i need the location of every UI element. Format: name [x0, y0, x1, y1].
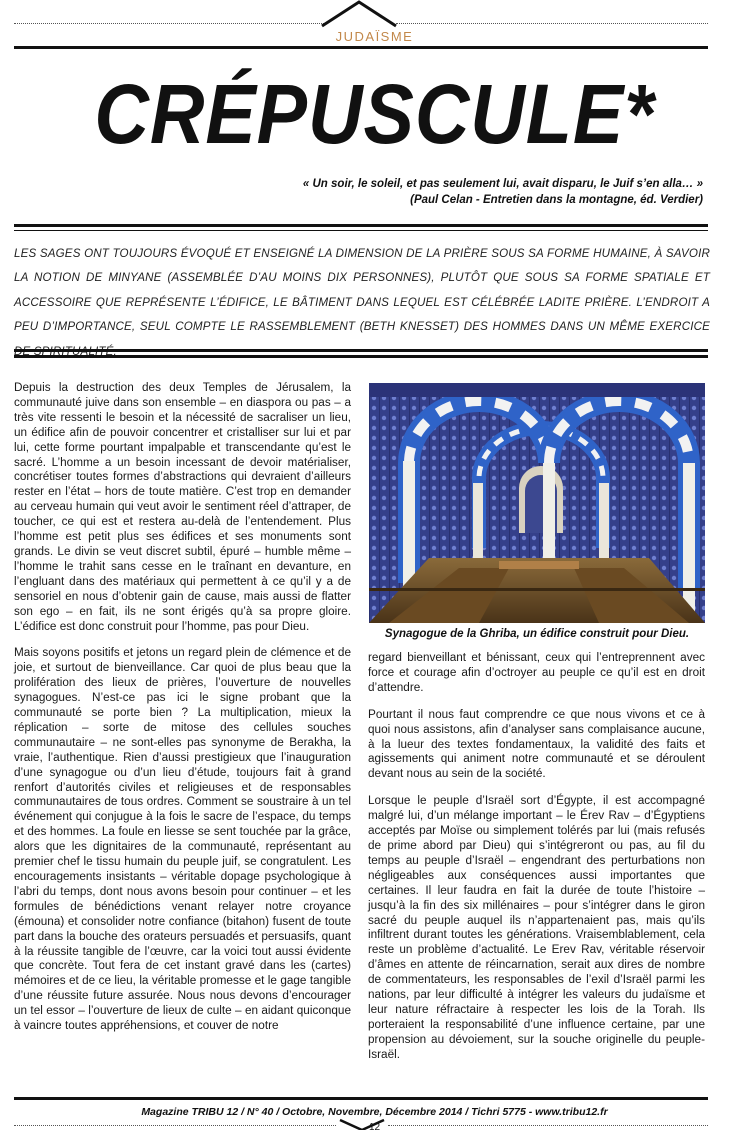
paragraph: Lorsque le peuple d’Israël sort d’Égypte, il est accompagné malgré lui, d’un mélange important – le Érev Rav – d’Égyptiens acceptés par Moïse ou simplement tolérés par lui (mais refusés de prime abord par Dieu) qui s’intégreront ou pas, au fil du temps au peuple d’Israël – engendrant des perturbations non négligeables aux conséquences aussi importantes que certaines. Il leur faudra en fait la durée de toute l’histoire – jusqu’à la fin des six millénaires – pour s’intégrer dans le giron sacré du peuple auquel ils n’appartenaient pas, mais qu’ils infiltrent durant toutes les générations. Vraisemblablement, cela reste un problème d’actualité. Le Erev Rav, véritable réservoir d’âmes en attente de réincarnation, serait aux dires de nombre de commentateurs, les responsables de l’exil d’Israël parmi les nations, par leur difficulté à intégrer les valeurs du judaïsme et leur nature réfractaire à respecter les lois de la Torah. Ils porteraient la responsabilité d’une influence certaine, par une propension au dévoiement, sur la souche originelle du peuple-Israël.: [368, 794, 705, 1061]
synagogue-photo: [369, 383, 705, 623]
epigraph: « Un soir, le soleil, et pas seulement lui, avait disparu, le Juif s’en alla… »: [302, 178, 703, 190]
header-rule: [14, 46, 708, 49]
paragraph: Mais soyons positifs et jetons un regard plein de clémence et de joie, et surtout de bienveillance. Car quoi de plus beau que la prolifération des lieux de prières, l’ouverture de nouvelles synagogues. N’est-ce pas ici le signe probant que la communauté se porte bien ? La multiplication, mieux la réplication – sorte de mitose des cellules souches communautaire – ne sont-elles pas synonyme de Berakha, la vraie, l’authentique. Rien d’aussi prestigieux que l’inauguration d’une synagogue ou d’un lieu d’étude, toujours fait à grand renfort d’autorités civiles et religieuses et de responsables communautaires de tous ordres. Comment se soustraire à un tel événement qui conjugue à la fois le sacre de l’espace, du temps et des hommes. La foule en liesse se sent touchée par la grâce, alors que les dignitaires de la communauté, représentant au premier chef le tissu humain du peuple juif, se congratulent. Les encouragements insistants – véritable dopage psychologique à l’abri du temps, dont nous avons besoin pour continuer – et les formules de bénédictions venant relayer notre croyance (émouna) et consolider notre confiance (bitahon) fusent de toute part dans la bouche des orateurs persuadés et persuasifs, quant à la réussite tangible de l’œuvre, car la voici tout aussi évidente que concrète. Tout fera de cet instant gravé dans les (cartes) mémoires et de ce lieu, la véritable promesse et le gage tangible d’une réussite future assurée. Nous nous devons d’encourager un tel essor – l’ouverture de lieux de culte – en aidant quiconque à vaincre toutes appréhensions, et couver de notre: [14, 646, 351, 1033]
lead-top-rule-1: [14, 224, 708, 227]
epigraph-source: (Paul Celan - Entretien dans la montagne, éd. Verdier): [410, 194, 703, 206]
photo-caption: Synagogue de la Ghriba, un édifice construit pour Dieu.: [384, 628, 690, 640]
article-lead: LES SAGES ONT TOUJOURS ÉVOQUÉ ET ENSEIGNÉ LA DIMENSION DE LA PRIÈRE SOUS SA FORME HUMAINE, À SAVOIR LA NOTION DE MINYANE (ASSEMBLÉE D’AU MOINS DIX PERSONNES), PLUTÔT QUE SOUS SA FORME SPATIALE ET ACCESSOIRE QUE REPRÉSENTE L’ÉDIFICE, LE BÂTIMENT DANS LEQUEL EST CÉLÉBRÉE LADITE PRIÈRE. L’ENDROIT A PEU D’IMPORTANCE, SEUL COMPTE LE RASSEMBLEMENT (BETH KNESSET) DES HOMMES DANS UN MÊME EXERCICE: [14, 247, 710, 334]
lead-bottom-rule-1: [14, 349, 708, 352]
synagogue-illustration: [369, 383, 705, 623]
footer-credits: Magazine TRIBU 12 / N° 40 / Octobre, Novembre, Décembre 2014 / Tichri 5775 - www.tribu12.fr: [141, 1106, 608, 1118]
lead-bottom-rule-2: [14, 355, 708, 358]
footer-rule: [14, 1097, 708, 1100]
header-chevron-icon: [318, 0, 400, 30]
page-number: 12: [368, 1122, 381, 1133]
article-column-2: [368, 651, 705, 1063]
header-dotted-line-right: [396, 23, 708, 24]
paragraph: regard bienveillant et bénissant, ceux qui l’entreprennent avec force et courage afin d’octroyer au peuple ce qu’il est en droit d’attendre.: [368, 651, 705, 694]
lead-top-rule-2: [14, 230, 708, 231]
article-column-1: [14, 381, 351, 1034]
section-rubric: JUDAÏSME: [335, 29, 414, 44]
paragraph: Pourtant il nous faut comprendre ce que nous vivons et ce à quoi nous assistons, afin d’analyser sans complaisance aucune, à la lueur des textes fondamentaux, la validité des faits et agissements qui animent notre communauté et se déroulent devant nous au sein de la société.: [368, 707, 705, 781]
article-title: CRÉPUSCULE*: [94, 67, 655, 161]
paragraph: Depuis la destruction des deux Temples de Jérusalem, la communauté juive dans son ensemble – en diaspora ou pas – a très vite ressenti le besoin et la nécessité de sacraliser un lieu, un édifice afin de pouvoir concentrer et cristalliser sur lui et par lui, cette forme pourtant impalpable et transcendante qu’est le sacré. L’homme a un besoin incessant de devoir matérialiser, concrétiser toutes formes d’abstractions qui devraient d’ailleurs rester en l’état – hors de toute matière. C’est trop en demander au cerveau humain qui veut avoir le sentiment réel d’attraper, de toucher, ce qui est et restera au-delà de l’entendement. Plus l’homme est petit plus ses édifices et ses monuments sont grands. Le divin se veut discret subtil, épuré – humble même – l’homme le trahit sans cesse en le traînant en devanture, en l’engluant dans des matériaux qui permettent à ce qu’il y a de sensoriel en nous d’obtenir gain de cause, mais aussi de flatter son ego – en fait, ils ne sont érigés qu’à sa propre gloire. L’édifice est donc construit pour l’homme, pas pour Dieu.: [14, 381, 351, 633]
header-dotted-line-left: [14, 23, 324, 24]
